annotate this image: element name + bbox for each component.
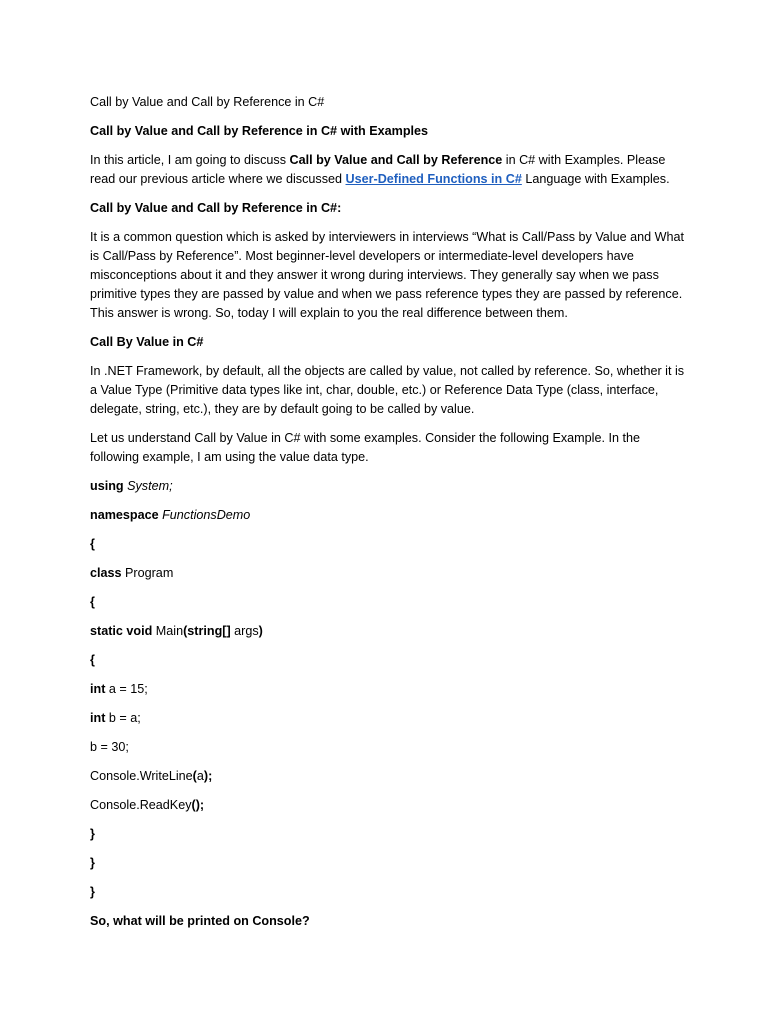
intro-paragraph <box>90 151 690 189</box>
code-line-int-a <box>90 680 690 699</box>
document-page <box>90 93 690 941</box>
code-text: args <box>230 624 259 638</box>
code-keyword: static void <box>90 624 153 638</box>
code-line-brace-open: { <box>90 595 95 609</box>
code-paren: ) <box>258 624 263 638</box>
code-line-brace-close: } <box>90 827 95 841</box>
user-defined-functions-link[interactable]: User-Defined Functions in C# <box>345 172 522 186</box>
code-keyword: class <box>90 566 122 580</box>
intro-text-3: Language with Examples. <box>521 172 670 186</box>
code-paren: ( <box>192 769 197 783</box>
code-text: Console.WriteLine <box>90 769 193 783</box>
code-text: Main <box>152 624 184 638</box>
code-line-class <box>90 564 690 583</box>
code-paren: ( <box>183 624 188 638</box>
code-text: FunctionsDemo <box>158 508 251 522</box>
common-question-paragraph: It is a common question which is asked by interviewers in interviews “What is Call/Pass by Value and What is Call/Pass by Reference”. Most beginner-level developers or intermediate-level developers have misconceptions about it and they answer it wrong during interviews. They generally say when we pass primitive types they are passed by value and when we pass reference types they are passed by reference. This answer is wrong. So, today I will explain to you the real difference between them. <box>90 230 685 320</box>
section-heading-call-by-value-reference: Call by Value and Call by Reference in C#: <box>90 201 342 215</box>
article-heading: Call by Value and Call by Reference in C# with Examples <box>90 124 429 138</box>
intro-text-1: In this article, I am going to discuss <box>90 153 290 167</box>
code-text: System; <box>123 479 173 493</box>
code-paren: ); <box>203 769 213 783</box>
code-line-brace-close: } <box>90 885 95 899</box>
code-line-brace-open: { <box>90 537 95 551</box>
understand-paragraph: Let us understand Call by Value in C# with some examples. Consider the following Example. In the following example, I am using the value data type. <box>90 431 640 464</box>
code-line-main <box>90 622 690 641</box>
code-line-brace-open: { <box>90 653 95 667</box>
section-heading-call-by-value: Call By Value in C# <box>90 335 204 349</box>
code-keyword: using <box>90 479 124 493</box>
code-line-b-assign: b = 30; <box>90 740 129 754</box>
code-text: b = a; <box>105 711 141 725</box>
code-line-brace-close: } <box>90 856 95 870</box>
intro-bold-text: Call by Value and Call by Reference <box>289 153 503 167</box>
code-line-namespace <box>90 506 690 525</box>
code-line-int-b <box>90 709 690 728</box>
net-framework-paragraph: In .NET Framework, by default, all the objects are called by value, not called by reference. So, whether it is a Value Type (Primitive data types like int, char, double, etc.) or Reference Data Type (class, interface, delegate, string, etc.), they are by default going to be called by value. <box>90 364 685 416</box>
code-keyword: int <box>90 682 106 696</box>
code-text: Console.ReadKey <box>90 798 192 812</box>
question-line: So, what will be printed on Console? <box>90 914 310 928</box>
code-line-writeline <box>90 767 690 786</box>
code-keyword: string[] <box>187 624 231 638</box>
code-text: a = 15; <box>105 682 148 696</box>
code-keyword: namespace <box>90 508 159 522</box>
code-keyword: int <box>90 711 106 725</box>
code-paren: (); <box>191 798 205 812</box>
document-title: Call by Value and Call by Reference in C# <box>90 95 325 109</box>
code-line-readkey <box>90 796 690 815</box>
code-text: Program <box>121 566 174 580</box>
code-text: a <box>196 769 204 783</box>
code-line-using <box>90 477 690 496</box>
intro-text-2: in C# with Examples. Please read our previous article where we discussed <box>90 153 666 186</box>
